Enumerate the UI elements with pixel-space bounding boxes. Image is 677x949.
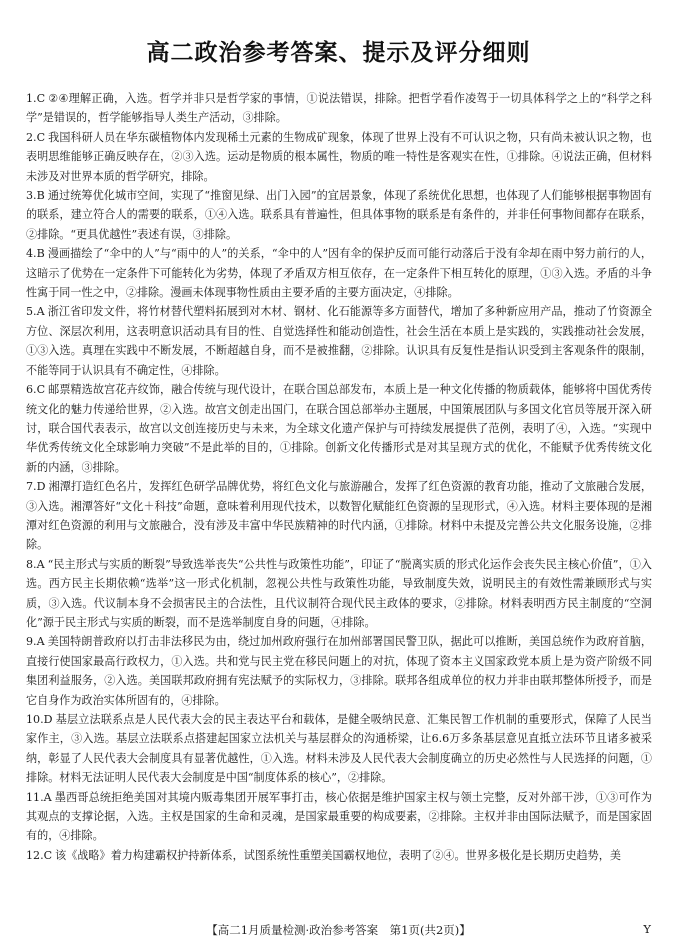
answer-explanation: 墨西哥总统拒绝美国对其境内贩毒集团开展军事打击，核心依据是维护国家主权与领土完整，反对外部干涉，①③可作为其观点的支撑论据，入选。主权是国家的生命和灵魂，是国家最重要的构成要素，②排除。主权并非由国际法赋予，而是国家固有的，④排除。 <box>26 790 652 843</box>
answer-item <box>26 632 652 710</box>
answer-item <box>26 244 652 302</box>
answer-number: 4.B <box>26 247 45 261</box>
answer-number: 12.C <box>26 848 53 862</box>
answer-explanation: “民主形式与实质的断裂”导致选举丧失“公共性与政策性功能”，印证了“脱离实质的形式化运作会丧失民主核心价值”，①入选。西方民主长期依赖“选举”这一形式化机制，忽视公共性与政策性功能，导致制度失效，说明民主的有效性需兼顾形式与实质，③入选。代议制本身不会损害民主的合法性，且代议制符合现代民主政体的要求，②排除。材料表明西方民主制度的“空洞化”源于民主形式与实质的断裂，而不是选举制度自身的问题，④排除。 <box>26 557 652 629</box>
answer-explanation: 浙江省印发文件，将竹材替代塑料拓展到对木材、钢材、化石能源等多方面替代，增加了多种新应用产品，推动了竹资源全方位、深层次利用，这表明意识活动具有目的性、自觉选择性和能动创造性，社会生活在本质上是实践的，实践推动社会发展，①③入选。真理在实践中不断发展，不断超越自身，而不是被推翻，②排除。认识具有反复性是指认识受到主客观条件的限制，不能等同于认识具有不确定性，④排除。 <box>26 305 652 377</box>
answer-explanation: 该《战略》着力构建霸权护持新体系，试图系统性重塑美国霸权地位，表明了②④。世界多极化是长期历史趋势，美 <box>55 848 621 862</box>
answer-explanation: 漫画描绘了“伞中的人”与“雨中的人”的关系，“伞中的人”因有伞的保护反而可能行动落后于没有伞却在雨中努力前行的人，这暗示了优势在一定条件下可能转化为劣势，体现了矛盾双方相互依存，在一定条件下相互转化的原理，①③入选。矛盾的斗争性寓于同一性之中，②排除。漫画未体现事物性质由主要矛盾的主要方面决定，④排除。 <box>26 247 652 300</box>
answer-number: 9.A <box>26 635 45 649</box>
answer-number: 2.C <box>26 130 46 144</box>
answer-item <box>26 477 652 555</box>
answer-explanation: 湘潭打造红色名片，发挥红色研学品牌优势，将红色文化与旅游融合，发挥了红色资源的教育功能，推动了文旅融合发展，③入选。湘潭答好“文化＋科技”命题，意味着利用现代技术，以数智化赋能红色资源的呈现形式，④入选。材料主要体现的是湘潭对红色资源的利用与文旅融合，没有涉及丰富中华民族精神的时代内涵，①排除。材料中未提及完善公共文化服务设施，②排除。 <box>26 480 652 552</box>
answer-item <box>26 846 652 865</box>
answer-item <box>26 89 652 128</box>
answer-explanation: 邮票精选故宫花卉纹饰，融合传统与现代设计，在联合国总部发布，本质上是一种文化传播的物质载体，能够将中国优秀传统文化的魅力传递给世界，②入选。故宫文创走出国门，在联合国总部举办主题展，中国策展团队与多国文化官员等展开深入研讨，联合国代表表示，故宫以文创连接历史与未来，为全球文化遗产保护与可持续发展提供了范例，表明了④，入选。“实现中华优秀传统文化全球影响力突破”不是此举的目的，①排除。创新文化传播形式是对其呈现方式的优化，不能赋予优秀传统文化新的内涵，③排除。 <box>26 383 652 474</box>
answer-number: 10.D <box>26 713 53 726</box>
answer-list <box>26 89 652 865</box>
answer-number: 6.C <box>26 383 46 397</box>
answer-item <box>26 128 652 186</box>
answer-number: 3.B <box>26 189 45 203</box>
answer-item <box>26 186 652 244</box>
answer-number: 1.C <box>26 92 46 105</box>
answer-explanation: ②④理解正确，入选。哲学并非只是哲学家的事情，①说法错误，排除。把哲学看作凌驾于一切具体科学之上的“科学之科学”是错误的，哲学能够指导人类生产活动，③排除。 <box>26 92 652 125</box>
answer-explanation: 基层立法联系点是人民代表大会的民主表达平台和载体，是健全吸纳民意、汇集民智工作机制的重要形式，保障了人民当家作主，③入选。基层立法联系点搭建起国家立法机关与基层群众的沟通桥梁，让6.6万多条基层意见直抵立法环节且诸多被采纳，彰显了人民代表大会制度具有显著优越性，①入选。材料未涉及人民代表大会制度确立的历史必然性与人民选择的问题，①排除。材料无法证明人民代表大会制度是中国“制度体系的核心”，②排除。 <box>26 713 652 785</box>
answer-item <box>26 555 652 633</box>
answer-number: 7.D <box>26 480 46 494</box>
answer-explanation: 美国特朗普政府以打击非法移民为由，绕过加州政府强行在加州部署国民警卫队，据此可以推断，美国总统作为政府首脑，直接行使国家最高行政权力，①入选。共和党与民主党在移民问题上的对抗，体现了资本主义国家政党本质上是为资产阶级不同集团利益服务，②入选。美国联邦政府拥有宪法赋予的实际权力，③排除。联邦各组成单位的权力并非由联邦整体所授予，而是它自身作为政治实体所固有的，④排除。 <box>26 635 652 707</box>
answer-number: 11.A <box>26 790 52 804</box>
answer-explanation: 我国科研人员在华东碳植物体内发现稀土元素的生物成矿现象，体现了世界上没有不可认识之物，只有尚未被认识之物，也表明思维能够正确反映存在，②③入选。运动是物质的根本属性，物质的唯一特性是客观实在性，①排除。④说法正确，但材料未涉及对世界本质的哲学研究，排除。 <box>26 130 652 183</box>
answer-item <box>26 788 652 846</box>
page-title: 高二政治参考答案、提示及评分细则 <box>146 40 531 66</box>
answer-item <box>26 302 652 380</box>
answer-number: 5.A <box>26 305 45 319</box>
answer-item <box>26 710 652 788</box>
footer-version-mark: Y <box>643 922 651 936</box>
footer-page-info: 【高二1月质量检测·政治参考答案 第1页(共2页)】 <box>206 923 471 937</box>
answer-explanation: 通过统筹优化城市空间，实现了“推窗见绿、出门入园”的宜居景象，体现了系统优化思想，也体现了人们能够根据事物固有的联系，建立符合人的需要的联系，①④入选。联系具有普遍性，但具体事物的联系是有条件的，并非任何事物间都存在联系，②排除。“更具优越性”表述有误，③排除。 <box>26 189 652 241</box>
answer-number: 8.A <box>26 557 45 571</box>
page-footer <box>0 922 677 940</box>
answer-item <box>26 380 652 477</box>
